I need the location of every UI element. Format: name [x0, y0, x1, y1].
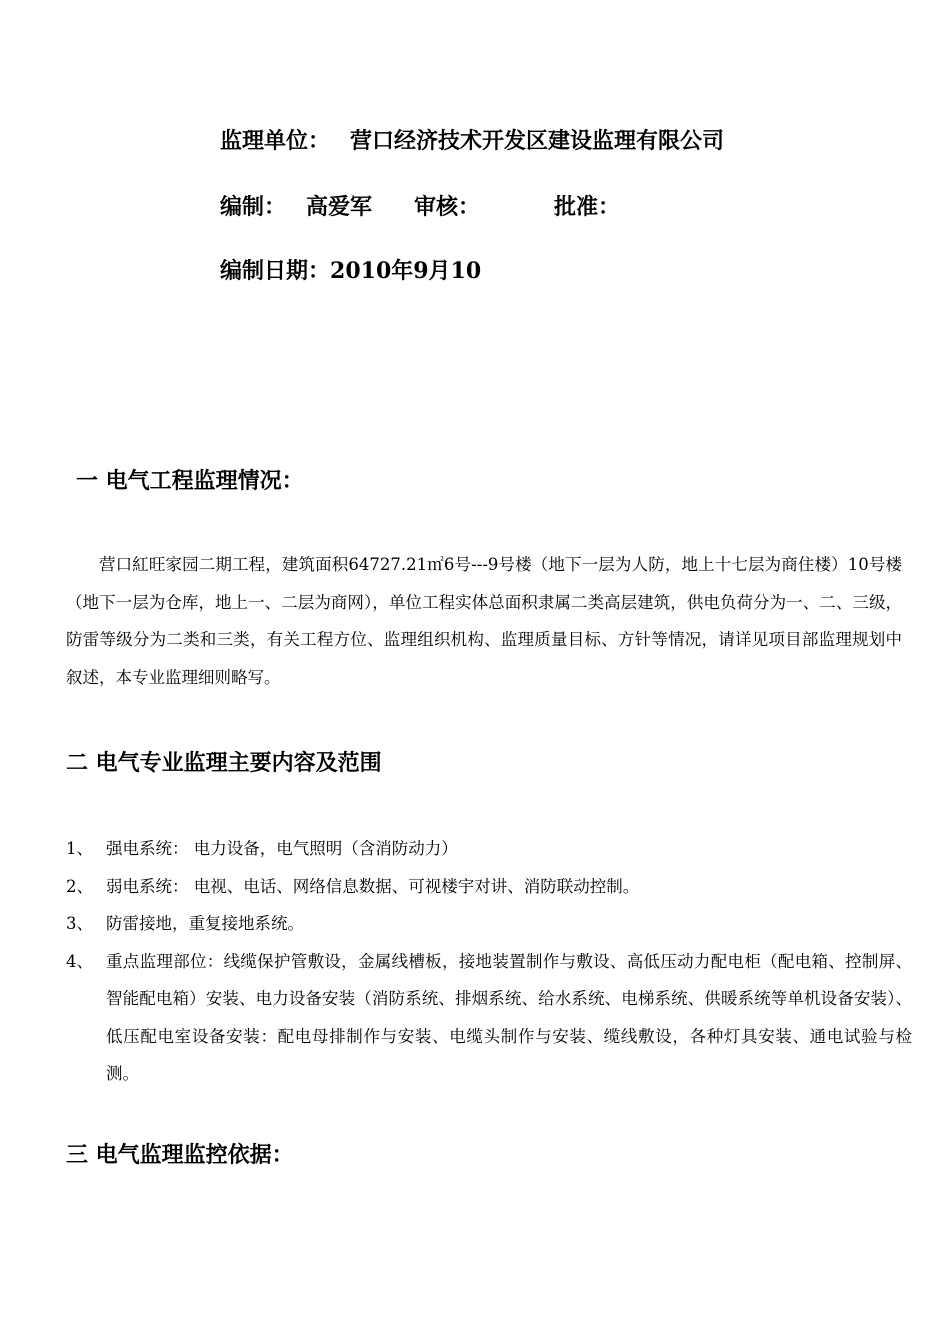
section1-paragraph: [66, 546, 902, 696]
list-item-text: 强电系统： 电力设备，电气照明（含消防动力）: [106, 839, 458, 858]
section1-heading: 一 电气工程监理情况：: [76, 468, 304, 494]
list-item: [66, 943, 912, 1093]
supervision-unit-label: 监理单位：: [220, 128, 331, 154]
compiled-by-label: 编制：: [220, 194, 287, 220]
signoff-line: [220, 192, 620, 222]
compile-date-value: 2010年9月10: [330, 258, 482, 284]
compiled-by-value: 高爱军: [306, 194, 373, 220]
list-item-number: 4、: [66, 951, 93, 971]
list-item-number: 1、: [66, 839, 93, 858]
list-item-text: 弱电系统： 电视、电话、网络信息数据、可视楼宇对讲、消防联动控制。: [106, 876, 640, 896]
compile-date-line: [220, 256, 481, 286]
list-item-number: 3、: [66, 914, 93, 933]
compile-date-label: 编制日期：: [220, 258, 331, 284]
list-item-text: 重点监理部位：线缆保护管敷设，金属线槽板，接地装置制作与敷设、高低压动力配电柜（配电箱、控制屏、智能配电箱）安装、电力设备安装（消防系统、排烟系统、给水系统、电梯系统、供暖系统等单机设备安装）、低压配电室设备安装：配电母排制作与安装、电缆头制作与安装、缆线敷设，各种灯具安装、通电试验与检测。: [106, 951, 912, 1083]
list-item: [66, 868, 912, 906]
approved-by-label: 批准：: [554, 194, 621, 220]
list-item: [66, 905, 912, 943]
list-item-text: 防雷接地，重复接地系统。: [106, 914, 304, 933]
section1-paragraph-text: 营口紅旺家园二期工程，建筑面积64727.21㎡6号---9号楼（地下一层为人防，地上十七层为商住楼）10号楼（地下一层为仓库，地上一、二层为商网），单位工程实体总面积隶属二类高层建筑，供电负荷分为一、二、三级，防雷等级分为二类和三类，有关工程方位、监理组织机构、监理质量目标、方针等情况，请详见项目部监理规划中叙述，本专业监理细则略写。: [66, 555, 902, 687]
supervision-unit-value: 营口经济技术开发区建设监理有限公司: [350, 128, 725, 154]
section3-heading: 三 电气监理监控依据：: [66, 1142, 294, 1168]
section2-list: [66, 830, 912, 1093]
section2-heading: 二 电气专业监理主要内容及范围: [66, 750, 382, 776]
supervision-unit-line: [220, 126, 724, 156]
list-item-number: 2、: [66, 876, 93, 896]
list-item: [66, 830, 912, 868]
reviewed-by-label: 审核：: [414, 194, 481, 220]
